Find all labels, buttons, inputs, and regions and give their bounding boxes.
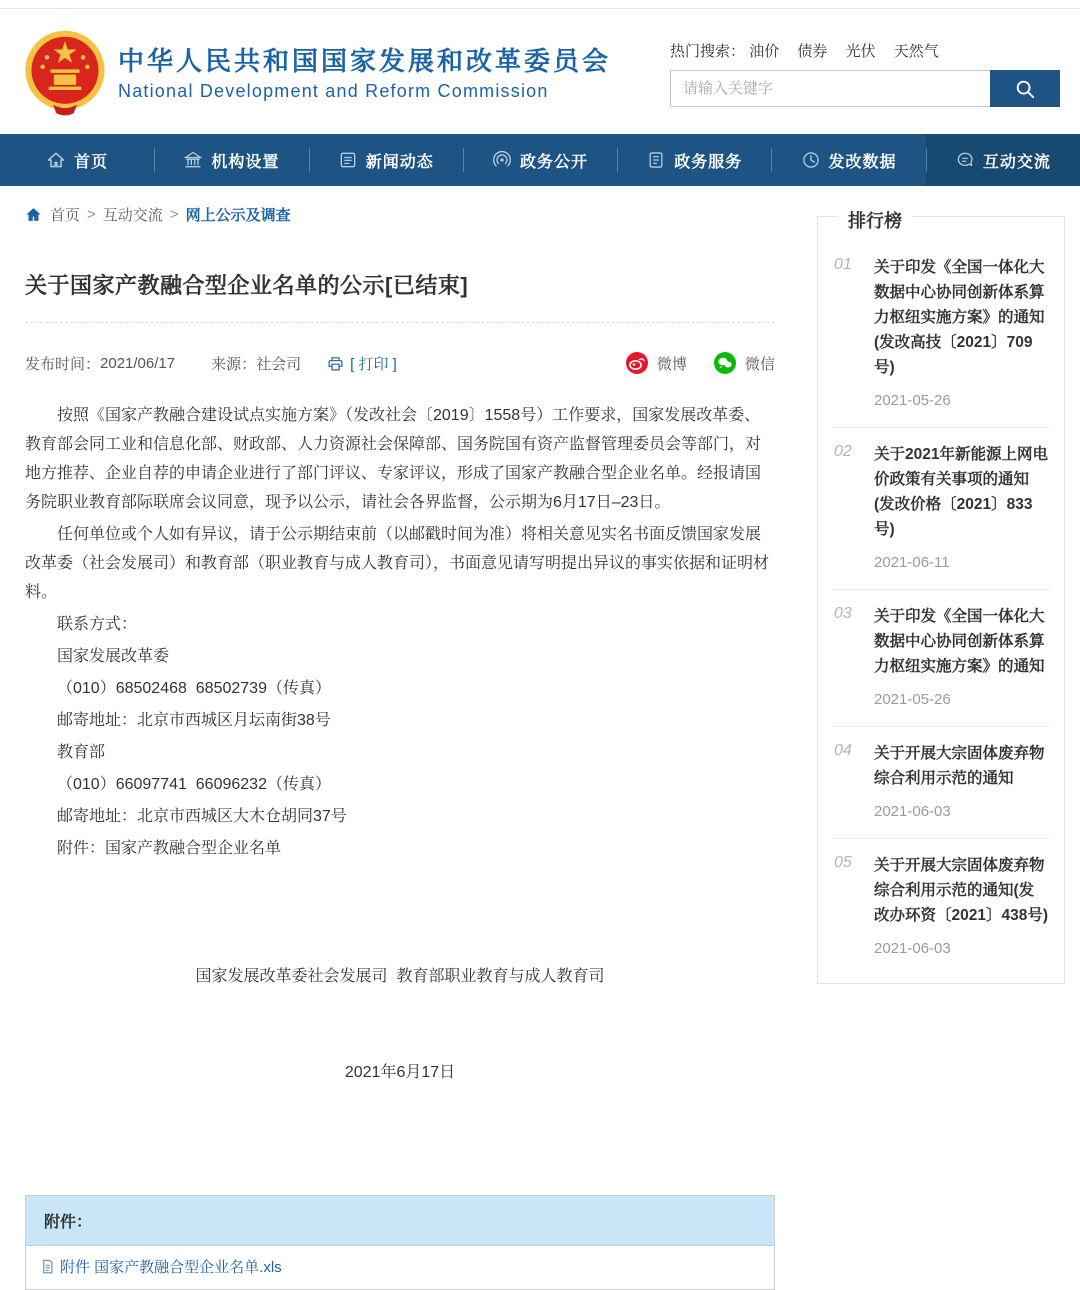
home-icon xyxy=(46,150,66,170)
news-icon xyxy=(338,150,358,170)
rank-item-title[interactable]: 关于开展大宗固体废弃物综合利用示范的通知 xyxy=(874,745,1045,787)
attachment-box xyxy=(25,1195,775,1290)
share-weibo-button[interactable] xyxy=(625,351,687,375)
ranking-panel-title: 排行榜 xyxy=(838,207,912,233)
nav-item-news[interactable] xyxy=(309,134,463,186)
rank-item-date: 2021-06-03 xyxy=(874,803,951,820)
share-wechat-button[interactable] xyxy=(713,351,775,375)
weibo-icon xyxy=(625,351,649,375)
rank-item-title[interactable]: 关于开展大宗固体废弃物综合利用示范的通知(发改办环资〔2021〕438号) xyxy=(874,857,1049,924)
nav-label: 政务公开 xyxy=(519,153,588,171)
nav-label: 机构设置 xyxy=(211,153,280,171)
rank-item-date: 2021-06-11 xyxy=(874,554,950,571)
hot-search-term-bonds[interactable]: 债券 xyxy=(797,43,828,60)
broadcast-icon xyxy=(492,150,512,170)
nav-item-home[interactable] xyxy=(0,134,154,186)
main-nav xyxy=(0,134,1080,186)
attachment-row xyxy=(26,1246,774,1289)
site-header xyxy=(0,9,1080,134)
ranking-item-5[interactable] xyxy=(832,839,1050,975)
breadcrumb-separator: > xyxy=(87,206,96,223)
printer-icon xyxy=(327,355,344,372)
attachment-box-header: 附件： xyxy=(26,1196,774,1246)
site-title-en: National Development and Reform Commission xyxy=(118,81,549,101)
hot-search-bar xyxy=(670,40,1060,61)
search-input[interactable] xyxy=(670,70,990,107)
ranking-list xyxy=(832,241,1050,975)
nav-item-ndrc-data[interactable] xyxy=(771,134,925,186)
breadcrumb xyxy=(25,204,775,225)
rank-item-title[interactable]: 关于印发《全国一体化大数据中心协同创新体系算力枢纽实施方案》的通知 xyxy=(874,608,1045,675)
nav-label: 互动交流 xyxy=(982,153,1051,171)
contact-org-moe: 教育部 xyxy=(57,744,106,761)
rank-item-date: 2021-05-26 xyxy=(874,691,951,708)
contact-heading: 联系方式： xyxy=(57,616,138,633)
top-hairline xyxy=(0,0,1080,9)
rank-item-date: 2021-06-03 xyxy=(874,940,951,957)
hot-search-term-oil[interactable]: 油价 xyxy=(749,43,780,60)
wechat-icon xyxy=(713,351,737,375)
nav-label: 首页 xyxy=(74,153,109,171)
site-title-zh: 中华人民共和国国家发展和改革委员会 xyxy=(118,46,612,76)
breadcrumb-separator: > xyxy=(169,206,179,223)
rank-item-title[interactable]: 关于印发《全国一体化大数据中心协同创新体系算力枢纽实施方案》的通知(发改高技〔2021〕709号) xyxy=(874,259,1045,376)
nav-item-gov-info[interactable] xyxy=(463,134,617,186)
print-label: [ 打印 ] xyxy=(350,355,397,373)
publish-time: 2021/06/17 xyxy=(100,354,176,372)
attachment-file-label: 附件 国家产教融合型企业名单.xls xyxy=(60,1259,282,1276)
rank-item-date: 2021-05-26 xyxy=(874,392,951,409)
attachment-file-link[interactable] xyxy=(40,1256,282,1277)
site-title-block xyxy=(118,41,611,102)
source-value: 社会司 xyxy=(256,355,302,373)
contact-phone-moe: （010）66097741 66096232（传真） xyxy=(57,776,331,793)
article-body xyxy=(25,401,775,1153)
article-title: 关于国家产教融合型企业名单的公示[已结束] xyxy=(25,273,469,298)
nav-label: 政务服务 xyxy=(674,153,743,171)
ranking-item-2[interactable] xyxy=(832,428,1050,590)
contact-phone-ndrc: （010）68502468 68502739（传真） xyxy=(57,680,331,697)
ranking-item-1[interactable] xyxy=(832,241,1050,428)
hot-search-term-gas[interactable]: 天然气 xyxy=(893,43,939,60)
contact-address-ndrc: 邮寄地址：北京市西城区月坛南街38号 xyxy=(57,712,331,729)
search-icon xyxy=(1014,78,1036,100)
breadcrumb-current: 网上公示及调查 xyxy=(185,207,291,224)
article-meta-row xyxy=(25,351,775,375)
hot-search-label: 热门搜索： xyxy=(670,43,746,60)
file-icon xyxy=(40,1259,55,1274)
rank-number: 02 xyxy=(834,443,852,460)
breadcrumb-home[interactable]: 首页 xyxy=(50,207,81,224)
article-paragraph: 按照《国家产教融合建设试点实施方案》（发改社会〔2019〕1558号）工作要求，国家发展改革委、教育部会同工业和信息化部、财政部、人力资源社会保障部、国务院国有资产监督管理委员会等部门，对地方推荐、企业自荐的申请企业进行了部门评议、专家评议，形成了国家产教融合型企业名单。经报请国务院职业教育部际联席会议同意，现予以公示，请社会各界监督，公示期为6月17日–23日。 xyxy=(25,407,762,511)
contact-org-ndrc: 国家发展改革委 xyxy=(57,648,170,665)
attachment-note: 附件：国家产教融合型企业名单 xyxy=(57,840,282,857)
print-button[interactable] xyxy=(327,353,397,374)
chat-icon xyxy=(955,150,975,170)
data-clock-icon xyxy=(801,150,821,170)
national-emblem-icon xyxy=(22,29,108,115)
rank-item-title[interactable]: 关于2021年新能源上网电价政策有关事项的通知(发改价格〔2021〕833号) xyxy=(874,446,1048,538)
institution-icon xyxy=(183,150,203,170)
contact-address-moe: 邮寄地址：北京市西城区大木仓胡同37号 xyxy=(57,808,347,825)
signature-departments: 国家发展改革委社会发展司 教育部职业教育与成人教育司 xyxy=(195,968,605,985)
rank-number: 03 xyxy=(834,605,852,622)
breadcrumb-interaction[interactable]: 互动交流 xyxy=(102,207,163,224)
nav-item-interaction[interactable] xyxy=(926,134,1080,186)
share-weibo-label: 微博 xyxy=(656,355,687,373)
search-button[interactable] xyxy=(990,70,1060,107)
nav-label: 新闻动态 xyxy=(365,153,434,171)
title-divider xyxy=(25,322,775,323)
signature-block xyxy=(25,897,775,1153)
ranking-panel xyxy=(817,211,1065,984)
article-paragraph: 任何单位或个人如有异议，请于公示期结束前（以邮戳时间为准）将相关意见实名书面反馈国家发展改革委（社会发展司）和教育部（职业教育与成人教育司），书面意见请写明提出异议的事实依据和证明材料。 xyxy=(25,526,770,601)
nav-item-gov-services[interactable] xyxy=(617,134,771,186)
ranking-item-3[interactable] xyxy=(832,590,1050,727)
ranking-item-4[interactable] xyxy=(832,727,1050,839)
document-icon xyxy=(646,150,666,170)
source-label: 来源： xyxy=(211,355,257,373)
publish-time-label: 发布时间： xyxy=(25,355,101,373)
rank-number: 01 xyxy=(834,256,852,273)
nav-label: 发改数据 xyxy=(828,153,897,171)
home-icon xyxy=(25,206,42,223)
hot-search-term-pv[interactable]: 光伏 xyxy=(845,43,876,60)
signature-date: 2021年6月17日 xyxy=(344,1064,456,1081)
share-wechat-label: 微信 xyxy=(744,355,775,373)
rank-number: 05 xyxy=(834,854,852,871)
rank-number: 04 xyxy=(834,742,852,759)
nav-item-organization[interactable] xyxy=(154,134,308,186)
